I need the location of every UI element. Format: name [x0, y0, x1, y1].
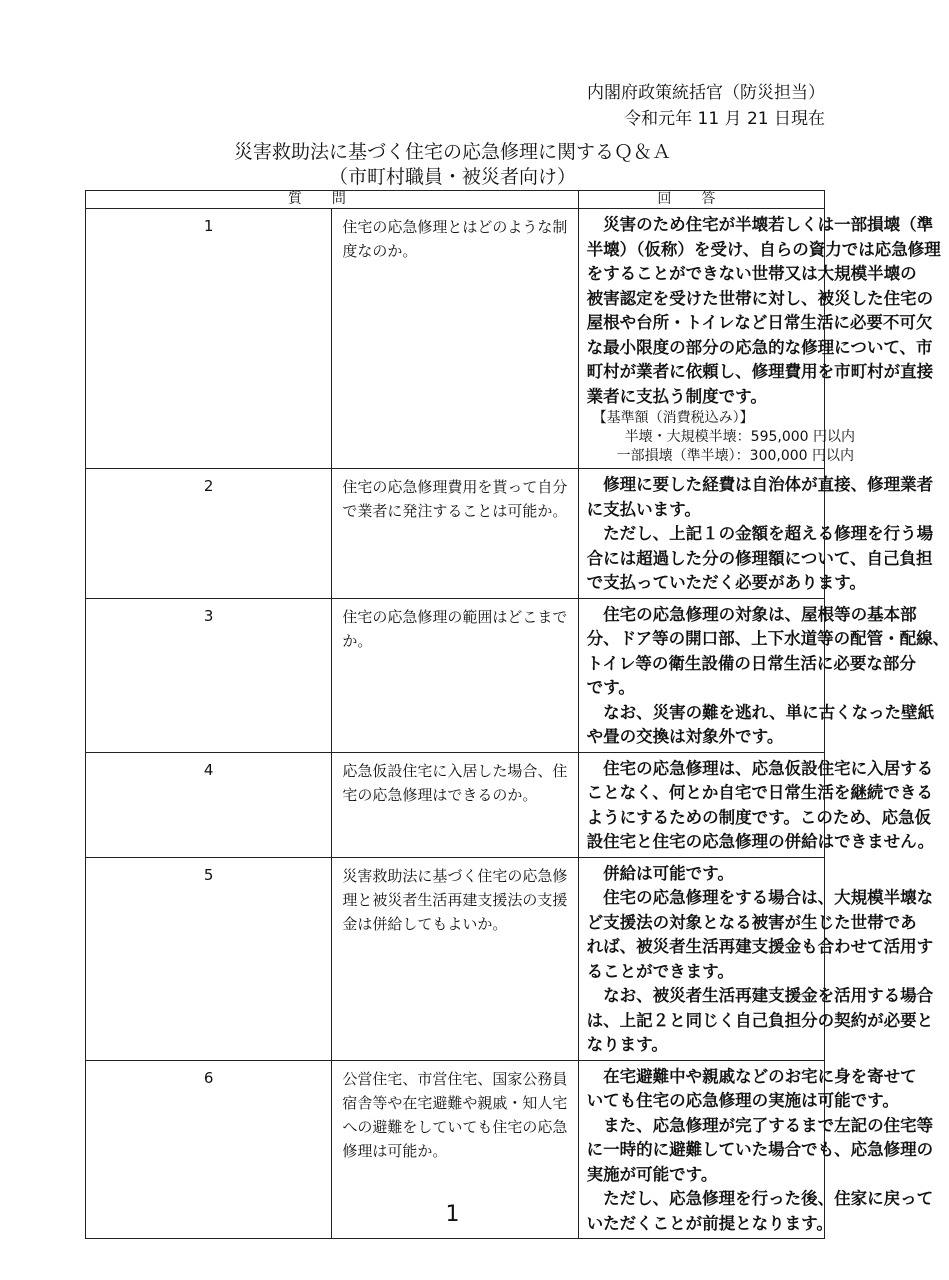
answer-line: に支払います。	[586, 499, 701, 519]
answer-line: 設住宅と住宅の応急修理の併給はできません。	[586, 832, 935, 851]
question-line: か。	[342, 631, 373, 650]
table-row	[86, 857, 825, 1060]
answer-line: をすることができない世帯又は大規模半壊の	[586, 264, 917, 283]
answer-line: です。	[586, 678, 635, 697]
qa-table	[85, 190, 949, 1239]
answer-line: 災害のため住宅が半壊若しくは一部損壊（準	[586, 215, 934, 234]
answer-line: 住宅の応急修理は、応急仮設住宅に入居する	[586, 758, 934, 778]
row-number: 2	[86, 469, 332, 599]
row-number: 4	[86, 752, 332, 857]
question-cell	[332, 598, 578, 752]
table-row	[86, 469, 825, 599]
answer-line: 被害認定を受けた世帯に対し、被災した住宅の	[586, 288, 934, 308]
base-amount-item: 一部損壊（準半壊）：300,000 円以内	[616, 448, 854, 464]
question-line: 度なのか。	[342, 242, 418, 260]
answer-line: ようにするための制度です。このため、応急仮	[586, 807, 932, 827]
base-amount-item: 半壊・大規模半壊：595,000 円以内	[624, 429, 855, 445]
row-number: 5	[86, 857, 332, 1060]
answer-line: 修理に要した経費は自治体が直接、修理業者	[586, 475, 934, 494]
answer-cell	[578, 209, 941, 469]
answer-line: いただくことが前提となります。	[586, 1213, 833, 1233]
answer-line: トイレ等の衛生設備の日常生活に必要な部分	[586, 653, 916, 673]
question-line: 宅の応急修理はできるのか。	[342, 785, 538, 804]
answer-line: なお、災害の難を逃れ、単に古くなった壁紙	[586, 702, 935, 722]
answer-line: は、上記２と同じく自己負担分の契約が必要と	[586, 1010, 934, 1030]
question-line: で業者に発注することは可能か。	[342, 502, 568, 520]
answer-line: 併給は可能です。	[586, 863, 734, 883]
page-number: 1	[445, 1202, 460, 1227]
question-line: 金は併給してもよいか。	[342, 914, 508, 933]
question-line: 災害救助法に基づく住宅の応急修	[342, 866, 568, 885]
table-row	[86, 209, 825, 469]
row-number: 1	[86, 209, 332, 469]
answer-line: ることができます。	[586, 961, 734, 981]
table-row	[86, 752, 825, 857]
answer-line: 分、ドア等の開口部、上下水道等の配管・配線、	[586, 629, 949, 648]
answer-line: 合には超過した分の修理額について、自己負担	[586, 548, 933, 568]
answer-line: ただし、上記１の金額を超える修理を行う場	[586, 524, 934, 543]
question-cell	[332, 857, 578, 1060]
question-line: 宿舎等や在宅避難や親戚・知人宅	[342, 1093, 568, 1112]
answer-line: なります。	[586, 1035, 668, 1054]
answer-header: 回答	[578, 191, 824, 209]
answer-line: 住宅の応急修理をする場合は、大規模半壊な	[586, 888, 934, 907]
answer-line: 在宅避難中や親戚などのお宅に身を寄せて	[586, 1066, 917, 1086]
answer-line: 実施が可能です。	[586, 1164, 718, 1184]
question-line: 住宅の応急修理の範囲はどこまで	[342, 607, 568, 626]
table-row	[86, 598, 825, 752]
answer-line: や畳の交換は対象外です。	[586, 727, 784, 746]
answer-line: ことなく、何とか自宅で日常生活を継続できる	[586, 783, 933, 802]
question-line: 公営住宅、市営住宅、国家公務員	[342, 1069, 568, 1088]
question-header: 質問	[86, 191, 579, 209]
document-subtitle: （市町村職員・被災者向け）	[328, 166, 576, 188]
department-label: 内閣府政策統括官（防災担当）	[587, 83, 825, 103]
answer-line: なお、被災者生活再建支援金を活用する場合	[586, 986, 934, 1005]
question-line: への避難をしていても住宅の応急	[342, 1117, 568, 1136]
answer-line: な最小限度の部分の応急的な修理について、市	[586, 337, 933, 357]
question-cell	[332, 209, 578, 469]
answer-cell	[578, 598, 949, 752]
answer-cell	[578, 752, 935, 857]
row-number: 6	[86, 1060, 332, 1239]
answer-line: 町村が業者に依頼し、修理費用を市町村が直接	[586, 362, 934, 381]
question-line: 応急仮設住宅に入居した場合、住	[342, 761, 568, 780]
answer-line: 半壊）（仮称）を受け、自らの資力では応急修理	[586, 239, 941, 259]
answer-line: 業者に支払う制度です。	[586, 386, 767, 406]
question-cell	[332, 469, 578, 599]
question-line: 住宅の応急修理とはどのような制	[342, 218, 568, 236]
answer-line: れば、被災者生活再建支援金も合わせて活用す	[586, 937, 934, 956]
answer-line: ただし、応急修理を行った後、住家に戻って	[586, 1189, 934, 1208]
answer-line: で支払っていただく必要があります。	[586, 573, 866, 592]
answer-cell	[578, 857, 934, 1060]
question-line: 理と被災者生活再建支援法の支援	[342, 890, 568, 909]
answer-line: また、応急修理が完了するまで左記の住宅等	[586, 1115, 934, 1135]
question-cell	[332, 752, 578, 857]
document-title: 災害救助法に基づく住宅の応急修理に関するＱ＆Ａ	[233, 141, 671, 163]
answer-cell	[578, 469, 934, 599]
question-line: 住宅の応急修理費用を貰って自分	[342, 478, 568, 496]
date-label: 令和元年 11 月 21 日現在	[624, 109, 825, 129]
answer-line: いても住宅の応急修理の実施は可能です。	[586, 1091, 899, 1110]
answer-line: ど支援法の対象となる被害が生じた世帯であ	[586, 912, 917, 932]
answer-line: に一時的に避難していた場合でも、応急修理の	[586, 1140, 934, 1159]
base-amount-heading: 【基準額（消費税込み）】	[592, 410, 754, 426]
row-number: 3	[86, 598, 332, 752]
answer-line: 住宅の応急修理の対象は、屋根等の基本部	[586, 604, 917, 624]
answer-line: 屋根や台所・トイレなど日常生活に必要不可欠	[586, 313, 933, 332]
question-line: 修理は可能か。	[342, 1141, 448, 1160]
